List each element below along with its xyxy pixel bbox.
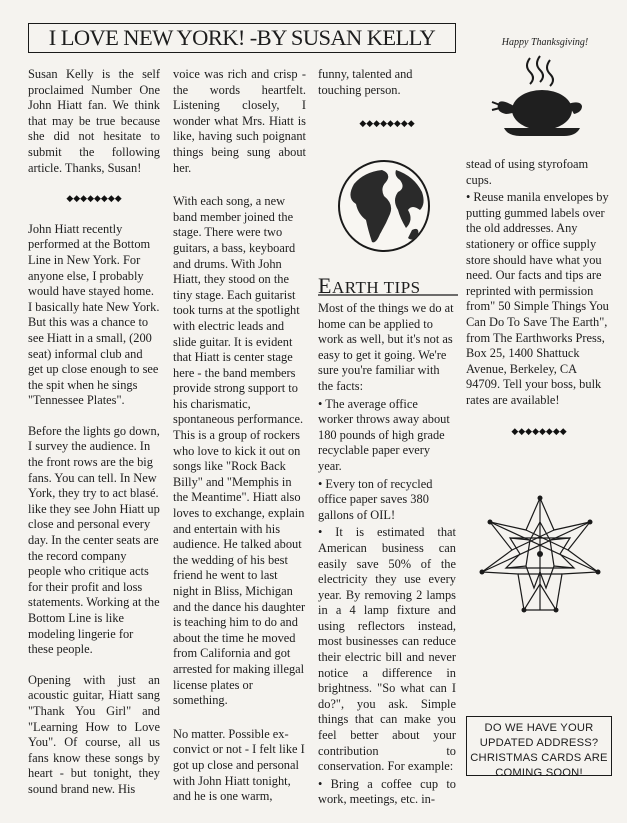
tip-continued: stead of using styrofoam cups. <box>466 157 589 187</box>
earth-tips-underline <box>318 293 458 297</box>
intro-paragraph: Susan Kelly is the self proclaimed Number One John Hiatt fan. We think that may be true because she did not hesitate to submit the following article. Thanks, Susan! <box>28 67 160 175</box>
tip-item: • Every ton of recycled office paper saves 380 gallons of OIL! <box>318 476 433 522</box>
tip-item: • Reuse manila envelopes by putting gummed labels over the old addresses. Any stationery or office supply store should have what you need. Our facts and tips are reprinted with permission from" 50 Simple Things You Can Do To Save The Earth", from The Earthworks Press, Box 25, 1400 Shattuck Avenue, Berkeley, CA 94709. Tell your boss, bulk rates are available! <box>466 190 609 407</box>
diamond-divider: ◆◆◆◆◆◆◆◆ <box>66 193 122 204</box>
diamond-divider: ◆◆◆◆◆◆◆◆ <box>511 425 567 436</box>
column-2 <box>173 67 306 820</box>
diamond-divider: ◆◆◆◆◆◆◆◆ <box>359 118 415 129</box>
column-3 <box>318 301 456 823</box>
tip-item: • It is estimated that American business can easily save 50% of the electricity they use every year. By removing 2 lamps in a 4 lamp fixture and using reflectors instead, most businesses can reduce their electric bill and never notice a difference in brightness. "So what can I do?", you ask. Simple things that can make you feel better about your contribution to conservation. For example: <box>318 525 456 774</box>
headline <box>28 23 456 53</box>
article-paragraph: voice was rich and crisp - the words heartfelt. Listening closely, I wonder what Mrs. Hiatt is like, having such poignant things being sung about her. <box>173 67 306 175</box>
tips-intro: Most of the things we do at home can be applied to work as well, but it's not as easy to get it going. We're sure you're familiar with the facts: <box>318 301 454 393</box>
column-3-top <box>318 67 456 147</box>
article-paragraph: Opening with just an acoustic guitar, Hiatt sang "Thank You Girl" and "Learning How to Love You". Of course, all us fans know these songs by heart - but tonight, they sound brand new. His <box>28 672 160 796</box>
article-paragraph: funny, talented and touching person. <box>318 67 413 97</box>
headline-text: I LOVE NEW YORK! -BY SUSAN KELLY <box>48 25 436 50</box>
article-paragraph: John Hiatt recently performed at the Bottom Line in New York. For anyone else, I probably would have stayed home. I basically hate New York. But this was a chance to see Hiatt in a small, (200 seat) informal club and get up close enough to see the spit when he sings "Tennessee Plates". <box>28 221 160 408</box>
roast-turkey-icon <box>490 52 586 142</box>
article-paragraph: With each song, a new band member joined the stage. There were two guitars, a bass, keyboard and drums. With John Hiatt, they stood on the tiny stage. Each guitarist took turns at the spotlight with electric leads and slide guitar. It is evident that Hiatt is center stage here - the band members provide strong support to his charismatic, spontaneous performance. This is a group of rockers who love to kick it out on songs like "Rock Back Billy" and "Memphis in the Meantime". Hiatt also loves to exchange, explain and entertain with his audience. He talked about the wedding of his best friend he went to last night in Bliss, Michigan and the dance his daughter is teaching him to do and about the time he moved from California and got arrested for making illegal license plates or something. <box>173 194 306 708</box>
tip-item: • Bring a coffee cup to work, meetings, etc. in- <box>318 776 456 807</box>
snowflake-icon <box>470 492 610 632</box>
tip-item: • The average office worker throws away about 180 pounds of high grade recyclable paper every year. <box>318 396 450 473</box>
article-paragraph: No matter. Possible ex-convict or not - I felt like I got up close and personal with John Hiatt tonight, and he is one warm, <box>173 726 305 804</box>
column-1 <box>28 67 160 813</box>
globe-icon <box>336 158 432 254</box>
address-reminder-box: DO WE HAVE YOUR UPDATED ADDRESS? CHRISTMAS CARDS ARE COMING SOON! <box>466 716 612 776</box>
column-4 <box>466 157 612 454</box>
article-paragraph: Before the lights go down, I survey the audience. In the front rows are the big fans. You can tell. In New York, they try to act blasé. like they see John Hiatt up close and personal every day. In the center seats are the record company people who critique acts for their profit and loss statements. Working at the Bottom Line is like modeling lingerie for these people. <box>28 423 160 657</box>
thanksgiving-caption: Happy Thanksgiving! <box>501 37 589 48</box>
earth-tips-title: EARTH TIPS <box>318 273 421 298</box>
